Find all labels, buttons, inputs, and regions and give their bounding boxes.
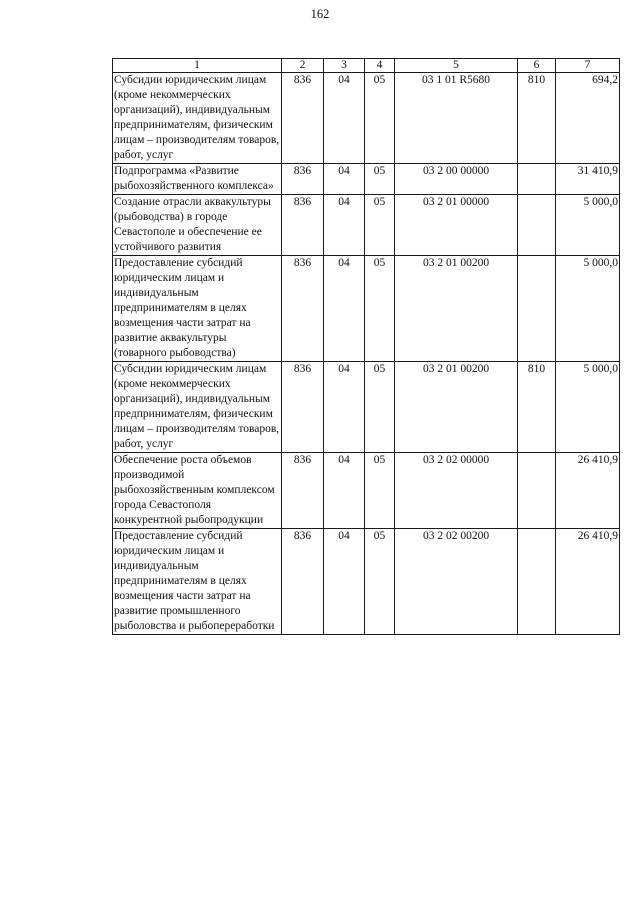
row-col6-cell: [518, 256, 556, 362]
budget-table: [112, 58, 620, 635]
row-col2-cell: 836: [282, 195, 324, 256]
table-header-row: [113, 59, 620, 73]
column-header-1: 1: [113, 59, 282, 73]
row-col4-cell: 05: [365, 362, 395, 453]
row-col5-cell: 03 1 01 R5680: [395, 73, 518, 164]
row-name-cell: Субсидии юридическим лицам (кроме некоммерческих организаций), индивидуальным предпринимателям, физическим лицам – производителям товаров, работ, услуг: [113, 73, 282, 164]
row-col3-cell: 04: [324, 256, 365, 362]
row-col4-cell: 05: [365, 256, 395, 362]
table-row: [113, 164, 620, 195]
row-col3-cell: 04: [324, 529, 365, 635]
row-col4-cell: 05: [365, 73, 395, 164]
row-col6-cell: [518, 164, 556, 195]
column-header-7: 7: [556, 59, 620, 73]
row-col5-cell: 03 2 01 00200: [395, 256, 518, 362]
row-col5-cell: 03 2 00 00000: [395, 164, 518, 195]
row-col2-cell: 836: [282, 453, 324, 529]
row-col4-cell: 05: [365, 195, 395, 256]
row-name-cell: Субсидии юридическим лицам (кроме некоммерческих организаций), индивидуальным предпринимателям, физическим лицам – производителям товаров, работ, услуг: [113, 362, 282, 453]
row-col2-cell: 836: [282, 362, 324, 453]
page-number: 162: [310, 7, 330, 21]
row-col5-cell: 03 2 02 00200: [395, 529, 518, 635]
table-row: [113, 529, 620, 635]
row-col2-cell: 836: [282, 529, 324, 635]
row-col3-cell: 04: [324, 73, 365, 164]
row-name-cell: Создание отрасли аквакультуры (рыбоводства) в городе Севастополе и обеспечение ее устойчивого развития: [113, 195, 282, 256]
row-col5-cell: 03 2 01 00000: [395, 195, 518, 256]
table-row: [113, 362, 620, 453]
row-amount-cell: 5 000,0: [556, 362, 620, 453]
row-col2-cell: 836: [282, 73, 324, 164]
column-header-3: 3: [324, 59, 365, 73]
table-row: [113, 453, 620, 529]
row-col3-cell: 04: [324, 362, 365, 453]
column-header-5: 5: [395, 59, 518, 73]
column-header-4: 4: [365, 59, 395, 73]
row-col3-cell: 04: [324, 195, 365, 256]
row-amount-cell: 26 410,9: [556, 453, 620, 529]
table-row: [113, 256, 620, 362]
row-col3-cell: 04: [324, 453, 365, 529]
row-col6-cell: [518, 453, 556, 529]
row-amount-cell: 26 410,9: [556, 529, 620, 635]
row-col6-cell: [518, 529, 556, 635]
row-amount-cell: 5 000,0: [556, 256, 620, 362]
row-col6-cell: [518, 195, 556, 256]
row-col2-cell: 836: [282, 164, 324, 195]
table-row: [113, 73, 620, 164]
row-col5-cell: 03 2 01 00200: [395, 362, 518, 453]
row-col2-cell: 836: [282, 256, 324, 362]
row-amount-cell: 5 000,0: [556, 195, 620, 256]
row-col3-cell: 04: [324, 164, 365, 195]
row-amount-cell: 31 410,9: [556, 164, 620, 195]
row-name-cell: Предоставление субсидий юридическим лицам и индивидуальным предпринимателям в целях возмещения части затрат на развитие промышленного рыболовства и рыбопереработки: [113, 529, 282, 635]
row-col4-cell: 05: [365, 164, 395, 195]
table-row: [113, 195, 620, 256]
row-amount-cell: 694,2: [556, 73, 620, 164]
row-col6-cell: 810: [518, 362, 556, 453]
row-col6-cell: 810: [518, 73, 556, 164]
row-col4-cell: 05: [365, 529, 395, 635]
row-col5-cell: 03 2 02 00000: [395, 453, 518, 529]
row-name-cell: Подпрограмма «Развитие рыбохозяйственного комплекса»: [113, 164, 282, 195]
row-col4-cell: 05: [365, 453, 395, 529]
column-header-2: 2: [282, 59, 324, 73]
row-name-cell: Предоставление субсидий юридическим лицам и индивидуальным предпринимателям в целях возмещения части затрат на развитие аквакультуры (товарного рыбоводства): [113, 256, 282, 362]
row-name-cell: Обеспечение роста объемов производимой рыбохозяйственным комплексом города Севастополя конкурентной рыбопродукции: [113, 453, 282, 529]
column-header-6: 6: [518, 59, 556, 73]
